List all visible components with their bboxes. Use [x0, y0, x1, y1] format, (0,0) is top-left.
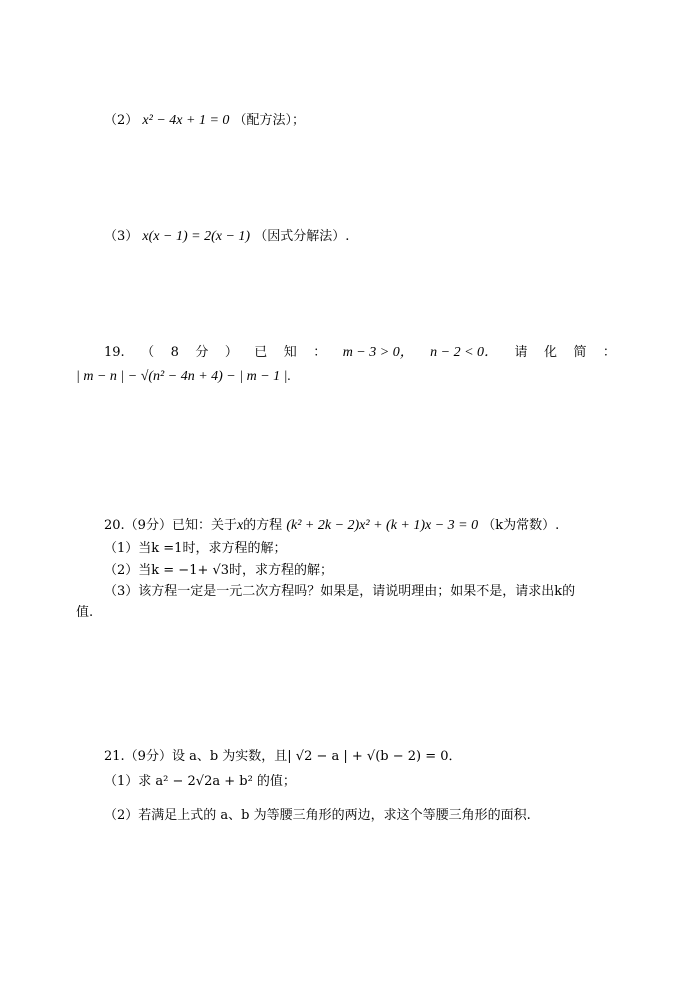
- q20-part3-line2: 值.: [76, 605, 94, 620]
- q19-token: 化: [543, 345, 557, 360]
- q20-part1: （1）当k =1时，求方程的解；: [104, 541, 287, 556]
- q18-part3: [104, 228, 349, 246]
- q19-condition-n: n − 2 < 0．: [430, 345, 499, 360]
- q19-header: [104, 344, 616, 362]
- q19-token: ）: [224, 345, 238, 360]
- q18-part2-label: （2）: [104, 113, 139, 128]
- q18-part3-label: （3）: [104, 229, 139, 244]
- q18-part3-method: （因式分解法）.: [254, 229, 350, 244]
- q21-part1: （1）求 a² − 2√2a + b² 的值；: [104, 774, 296, 789]
- q19-token: ：: [313, 345, 327, 360]
- q19-token: （: [141, 345, 155, 360]
- q19-token: 已: [254, 345, 268, 360]
- q20-header-text: 20.（9分）已知：关于: [104, 518, 237, 533]
- q19-token: 简: [573, 345, 587, 360]
- q21-part2: （2）若满足上式的 a、b 为等腰三角形的两边，求这个等腰三角形的面积.: [104, 808, 531, 823]
- q18-part3-equation: x(x − 1) = 2(x − 1): [142, 229, 251, 244]
- q18-part2: [104, 112, 305, 130]
- q20-equation: (k² + 2k − 2)x² + (k + 1)x − 3 = 0: [286, 518, 479, 533]
- q20-part2: （2）当k = −1+ √3时，求方程的解；: [104, 563, 334, 578]
- q20-header: [104, 517, 559, 535]
- q19-condition-m: m − 3 > 0，: [342, 345, 414, 360]
- q19-token: 请: [514, 345, 528, 360]
- q19-token: 分: [195, 345, 209, 360]
- q20-header-mid: 的方程: [243, 518, 283, 533]
- q21-header: 21.（9分）设 a、b 为实数，且| √2 − a | + √(b − 2) = 0．: [104, 749, 462, 764]
- q20-header-end: （k为常数）.: [482, 518, 560, 533]
- q19-token: 8: [170, 345, 179, 360]
- q18-part2-method: （配方法）；: [233, 113, 306, 128]
- q18-part2-equation: x² − 4x + 1 = 0: [142, 113, 230, 128]
- q19-number: 19.: [104, 345, 125, 360]
- q20-part3-line1: （3）该方程一定是一元二次方程吗？如果是，请说明理由；如果不是，请求出k的: [104, 584, 576, 599]
- q19-token: ：: [602, 345, 616, 360]
- q19-token: 知: [283, 345, 297, 360]
- q20-var-x: x: [236, 518, 244, 533]
- q19-expression: | m − n | − √(n² − 4n + 4) − | m − 1 |.: [76, 369, 292, 384]
